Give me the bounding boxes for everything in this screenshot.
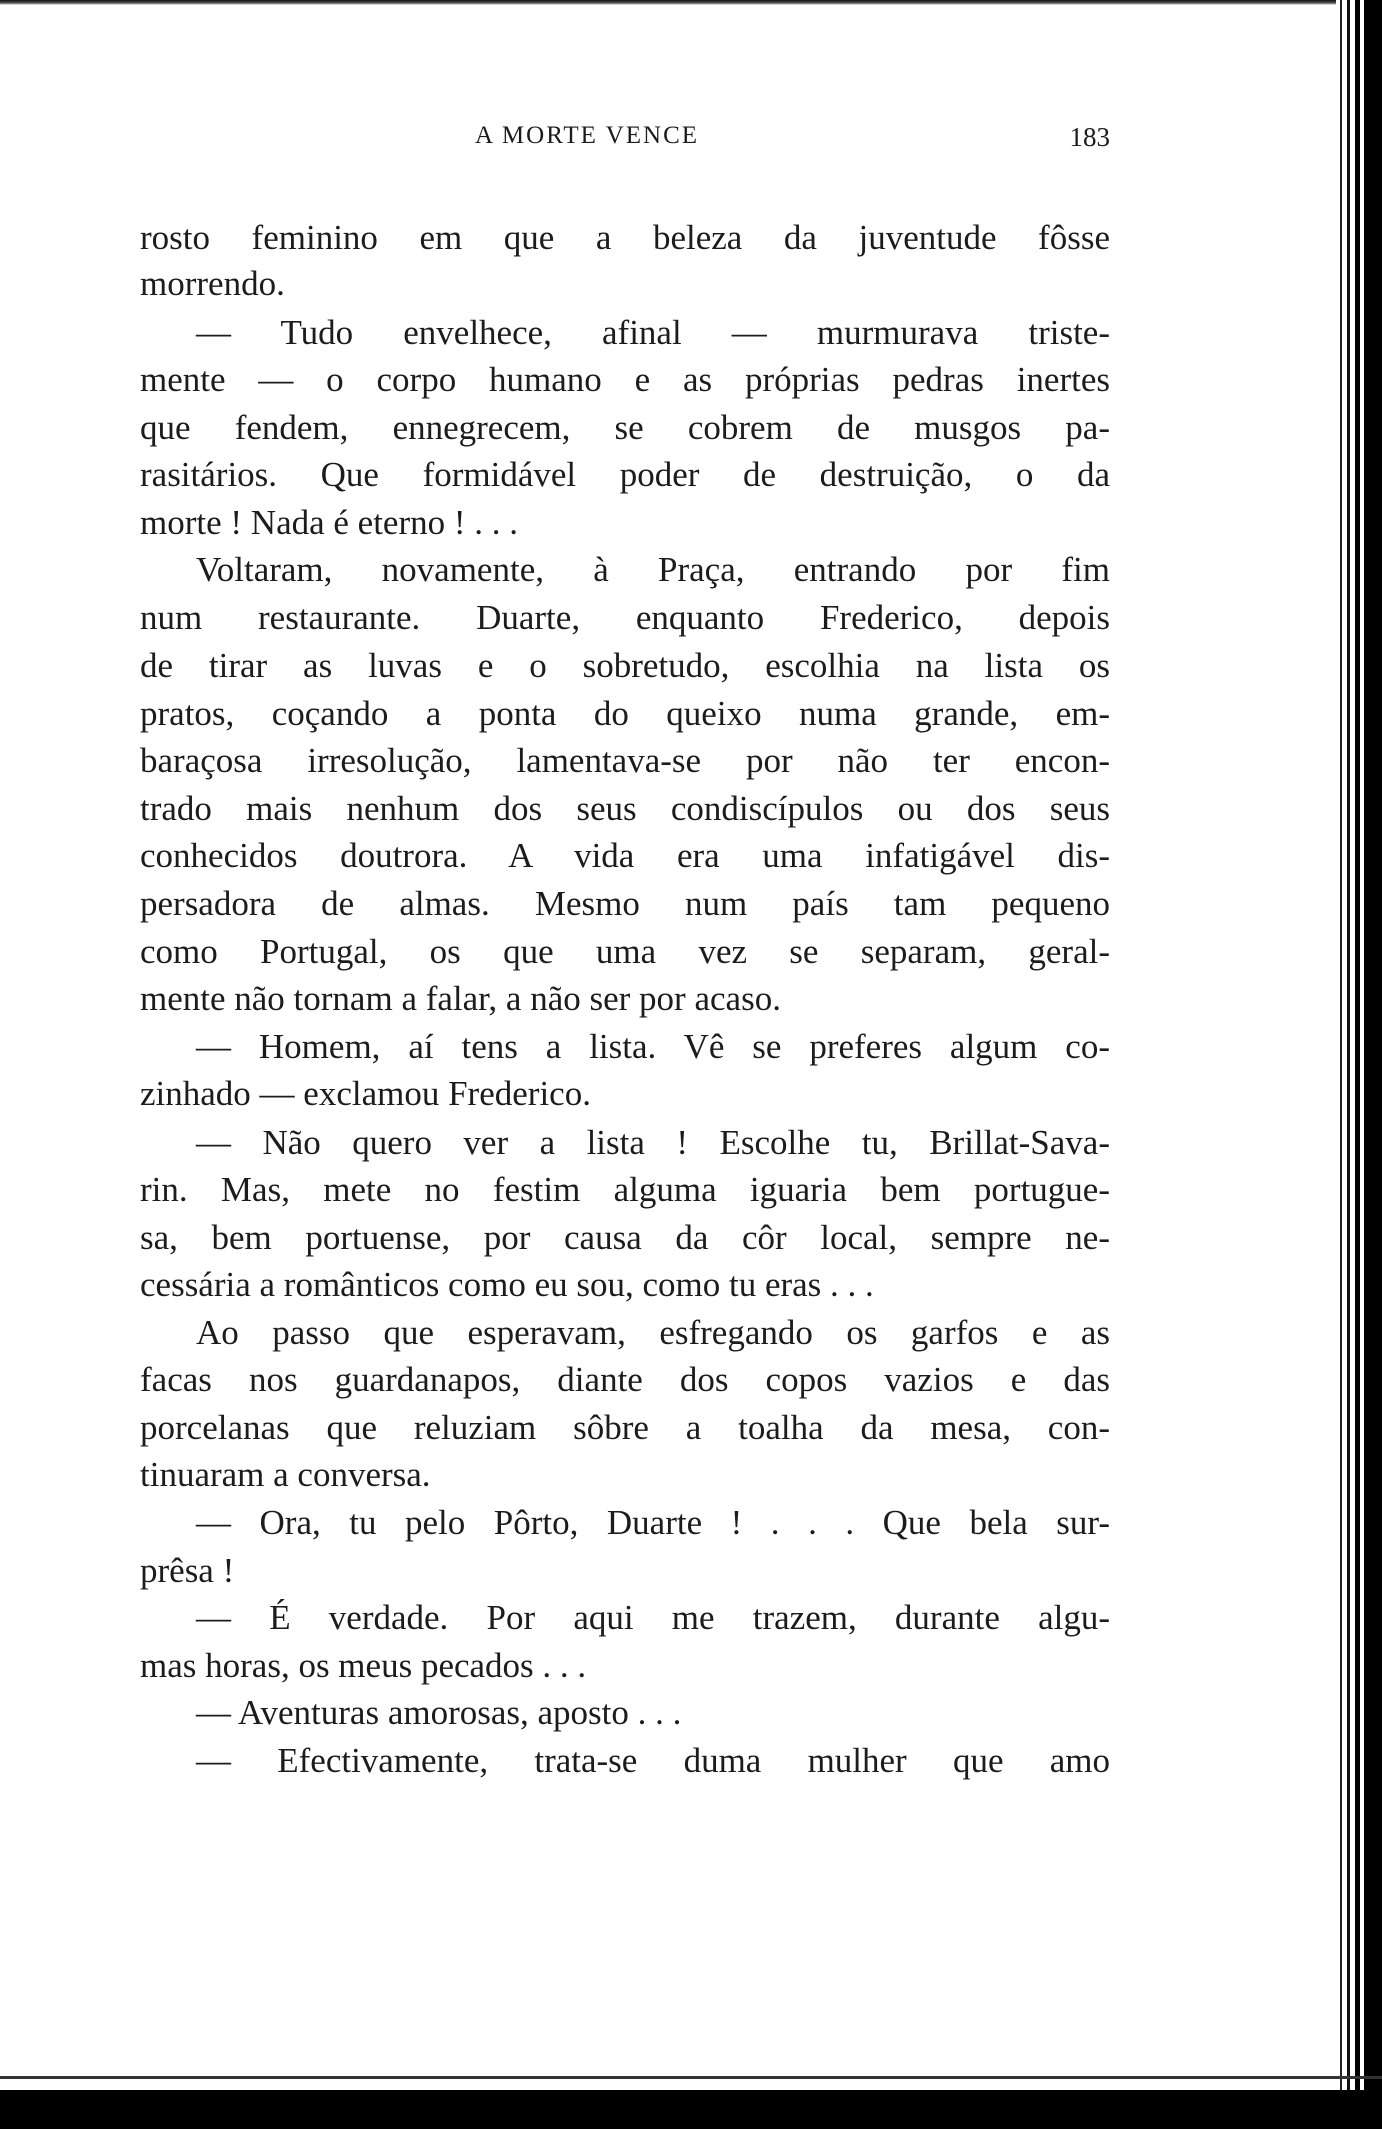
text-line: cessária a românticos como eu sou, como tu eras . . . <box>140 1265 874 1304</box>
text-line: tinuaram a conversa. <box>140 1455 431 1494</box>
text-line: pratos, coçando a ponta do queixo numa grande, em- <box>140 694 1110 733</box>
text-line: — Homem, aí tens a lista. Vê se preferes algum co- <box>196 1027 1110 1066</box>
running-head <box>140 122 1110 162</box>
scan-edge-right <box>1336 0 1382 2129</box>
text-line: morrendo. <box>140 264 285 303</box>
text-line: mente não tornam a falar, a não ser por acaso. <box>140 979 781 1018</box>
text-line: persadora de almas. Mesmo num país tam pequeno <box>140 884 1110 923</box>
text-line: rasitários. Que formidável poder de destruição, o da <box>140 455 1110 494</box>
text-line: — Tudo envelhece, afinal — murmurava triste- <box>196 313 1110 352</box>
text-line: Voltaram, novamente, à Praça, entrando por fim <box>196 550 1110 589</box>
text-line: zinhado — exclamou Frederico. <box>140 1074 591 1113</box>
scan-edge-top <box>0 0 1382 5</box>
text-line: baraçosa irresolução, lamentava-se por não ter encon- <box>140 741 1110 780</box>
text-line: que fendem, ennegrecem, se cobrem de musgos pa- <box>140 408 1110 447</box>
text-line: como Portugal, os que uma vez se separam, geral- <box>140 932 1110 971</box>
text-line: — É verdade. Por aqui me trazem, durante algu- <box>196 1598 1110 1637</box>
scan-edge-bottom <box>0 2090 1382 2129</box>
text-line: — Não quero ver a lista ! Escolhe tu, Brillat-Sava- <box>196 1123 1110 1162</box>
text-line: porcelanas que reluziam sôbre a toalha da mesa, con- <box>140 1408 1110 1447</box>
text-line: — Aventuras amorosas, aposto . . . <box>196 1693 682 1732</box>
text-line: — Efectivamente, trata-se duma mulher que amo <box>196 1741 1110 1780</box>
running-title: A MORTE VENCE <box>475 122 700 149</box>
text-line: num restaurante. Duarte, enquanto Frederico, depois <box>140 598 1110 637</box>
text-line: trado mais nenhum dos seus condiscípulos ou dos seus <box>140 789 1110 828</box>
text-line: rin. Mas, mete no festim alguma iguaria bem portugue- <box>140 1170 1110 1209</box>
text-line: de tirar as luvas e o sobretudo, escolhia na lista os <box>140 646 1110 685</box>
text-line: Ao passo que esperavam, esfregando os garfos e as <box>196 1313 1110 1352</box>
text-line: prêsa ! <box>140 1551 235 1590</box>
text-line: conhecidos doutrora. A vida era uma infatigável dis- <box>140 836 1110 875</box>
text-line: morte ! Nada é eterno ! . . . <box>140 503 519 542</box>
text-line: facas nos guardanapos, diante dos copos vazios e das <box>140 1360 1110 1399</box>
page-number: 183 <box>1069 122 1110 152</box>
text-line: sa, bem portuense, por causa da côr local, sempre ne- <box>140 1218 1110 1257</box>
text-line: rosto feminino em que a beleza da juventude fôsse <box>140 218 1110 257</box>
text-line: mente — o corpo humano e as próprias pedras inertes <box>140 360 1110 399</box>
text-line: mas horas, os meus pecados . . . <box>140 1646 587 1685</box>
text-line: — Ora, tu pelo Pôrto, Duarte ! . . . Que bela sur- <box>196 1503 1110 1542</box>
